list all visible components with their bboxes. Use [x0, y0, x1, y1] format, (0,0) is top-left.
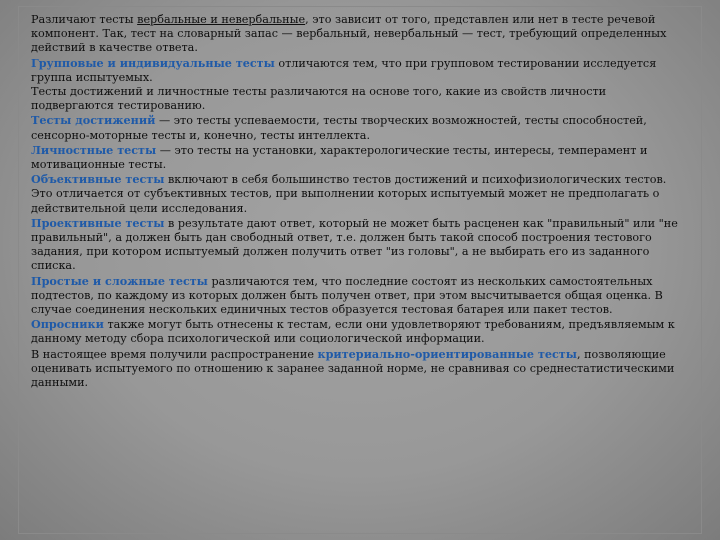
text: В настоящее время получили распространение	[31, 347, 318, 361]
paragraph-verbal	[31, 13, 691, 56]
paragraph-questionnaires	[31, 317, 691, 346]
paragraph-achievement	[31, 113, 691, 142]
term-highlight: Групповые и индивидуальные тесты	[31, 55, 275, 70]
paragraph-simple-complex	[31, 274, 691, 318]
term-highlight: Личностные тесты	[31, 142, 157, 157]
term-highlight: Тесты достижений	[31, 113, 156, 128]
term-highlight: Проективные тесты	[31, 215, 165, 230]
paragraph-group	[31, 56, 691, 85]
paragraph-personal	[31, 143, 691, 172]
term-highlight: критериально-ориентированные тесты	[317, 346, 577, 361]
text: , это зависит от того, представлен или нет в тесте речевой компонент. Так, тест на словарный запас — вербальный, невербальный — тест, требующий определенных действий в качестве ответа.	[31, 13, 667, 55]
slide-body	[31, 13, 691, 390]
paragraph-criterion	[31, 347, 691, 391]
term-highlight: Простые и сложные тесты	[31, 273, 208, 288]
text: , позволяющие оценивать испытуемого по отношению к заранее заданной норме, не сравнивая со среднестатистическими данными.	[31, 347, 675, 390]
text: включают в себя большинство тестов достижений и психофизиологических тестов. Это отличается от субъективных тестов, при выполнении которых испытуемый может не предполагать о действительной цели исследования.	[31, 173, 667, 215]
underlined-term: вербальные и невербальные	[137, 13, 306, 26]
text: отличаются тем, что при групповом тестировании исследуется группа испытуемых.	[31, 56, 657, 84]
paragraph-projective	[31, 216, 691, 274]
text: также могут быть отнесены к тестам, если они удовлетворяют требованиям, предъявляемым к данному методу сбора психологической или социологической информации.	[31, 318, 675, 346]
paragraph-achievement-personal	[31, 85, 691, 113]
text: Тесты достижений и личностные тесты различаются на основе того, какие из свойств личности подвергаются тестированию.	[31, 85, 607, 113]
text: в результате дают ответ, который не может быть расценен как "правильный" или "не правильный", а должен быть дан свободный ответ, т.е. должен быть такой способ построения тестового задания, при котором испытуемый должен получить ответ "из головы", а не выбирать его из заданного списка.	[31, 216, 678, 273]
text: Различают тесты	[31, 13, 138, 26]
term-highlight: Объективные тесты	[31, 172, 165, 187]
text: — это тесты на установки, характерологические тесты, интересы, темперамент и мотивационные тесты.	[31, 143, 648, 172]
text: различаются тем, что последние состоят из нескольких самостоятельных подтестов, по каждому из которых должен быть получен ответ, при этом высчитывается общая оценка. В случае соединения нескольких единичных тестов образуется тестовая батарея или пакет тестов.	[31, 274, 663, 317]
text: — это тесты успеваемости, тесты творческих возможностей, тесты способностей, сенсорно-моторные тесты и, конечно, тесты интеллекта.	[31, 114, 647, 142]
paragraph-objective	[31, 172, 691, 216]
term-highlight: Опросники	[31, 317, 104, 332]
